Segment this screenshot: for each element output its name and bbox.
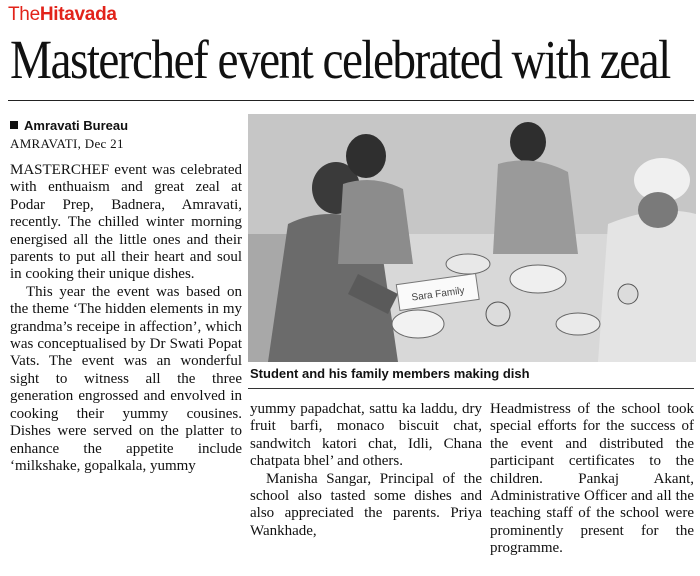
paragraph: Manisha Sangar, Principal of the school also tasted some dishes and also appreciated the parents. Priya Wankhade, <box>250 470 482 539</box>
sign-text: Sara Family <box>410 285 466 304</box>
byline <box>10 118 128 133</box>
article-headline: Masterchef event celebrated with zeal <box>10 29 670 90</box>
dateline: AMRAVATI, Dec 21 <box>10 136 124 151</box>
article-column-1 <box>10 162 242 475</box>
paragraph: yummy papadchat, sattu ka laddu, dry fruit barfi, monaco biscuit chat, sandwitch katori chat, Idli, Chana chatpata bhel’ and others. <box>250 401 482 470</box>
article-column-3 <box>490 401 694 558</box>
event-photo <box>248 114 696 362</box>
masthead-the: The <box>8 4 40 25</box>
paragraph: This year the event was based on the theme ‘The hidden elements in my grandma’s receipe in affection’, which was conceptualised by Dr Swati Popat Vats. The event was an wonderful sight to witness all the three generation engrossed and envolved in cooking their yummy cousines. Dishes were served on the platter to enhance the appetite include ‘milkshake, gopalkala, yummy <box>10 283 242 474</box>
byline-text: Amravati Bureau <box>24 118 129 133</box>
event-photo-illustration <box>248 114 696 362</box>
newspaper-masthead <box>8 4 117 26</box>
masthead-name: Hitavada <box>39 4 117 25</box>
headline-divider <box>8 100 694 101</box>
photo-caption: Student and his family members making dish <box>250 366 530 381</box>
article-column-2 <box>250 401 482 540</box>
caption-divider <box>248 388 694 389</box>
paragraph: MASTERCHEF event was celebrated with enthuaism and great zeal at Podar Prep, Badnera, Amravati, recently. The chilled winter morning energised all the little ones and their parents to put all their heart and soul in cooking their unique dishes. <box>10 162 242 283</box>
paragraph: Headmistress of the school took special efforts for the success of the event and distributed the participant certificates to the children. Pankaj Akant, Administrative Officer and all the teaching staff of the school were prominently present for the programme. <box>490 401 694 557</box>
byline-square-icon <box>10 121 18 129</box>
